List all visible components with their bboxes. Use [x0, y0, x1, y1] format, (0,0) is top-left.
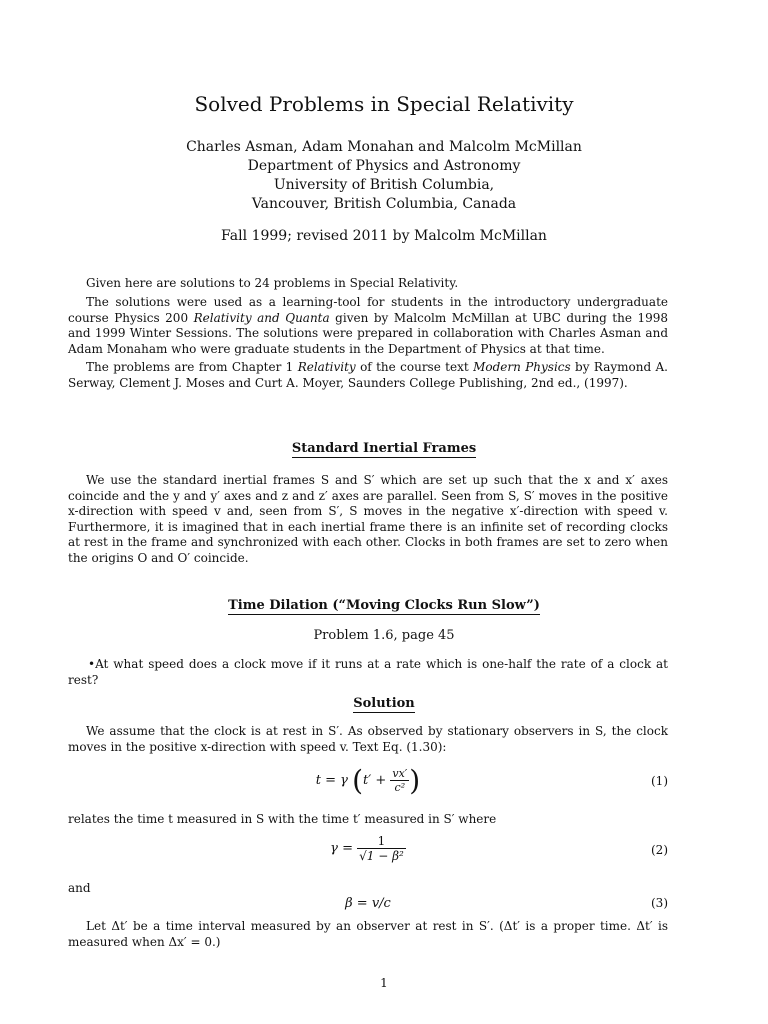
eq1-fraction: $\frac{vx'}{\text{c²}}$ — [392, 767, 408, 794]
section-heading-frames-text: Standard Inertial Frames — [291, 441, 477, 456]
intro-p3-text-c: by Raymond A. Serway, Clement J. Moses and Curt A. Moyer, Saunders College Publishing, 2nd ed., (1997). — [68, 360, 668, 390]
author-block — [0, 138, 768, 214]
eq1-lhs: t = γ — [315, 773, 348, 788]
affiliation-university: University of British Columbia, — [273, 177, 495, 193]
equation-3-number: (3) — [651, 896, 668, 910]
equation-3 — [68, 896, 668, 916]
section-heading-time-dilation — [0, 598, 768, 613]
intro-p3-text-b: of the course text — [355, 360, 474, 374]
eq1-term: t′ + — [363, 773, 387, 788]
intro-paragraph-2 — [68, 295, 668, 357]
solution-paragraph-4: Let Δt′ be a time interval measured by an observer at rest in S′. (Δt′ is a proper time. Δt′ is measured when Δx′ = 0.) — [68, 919, 668, 949]
solution-paragraph-3: and — [68, 881, 91, 895]
equation-2-number: (2) — [651, 843, 668, 857]
paper-title: Solved Problems in Special Relativity — [194, 92, 574, 116]
intro-paragraph-1: Given here are solutions to 24 problems in Special Relativity. — [86, 276, 459, 290]
equation-1-number: (1) — [651, 774, 668, 788]
course-title: Relativity and Quanta — [193, 310, 330, 325]
intro-paragraph-3 — [68, 360, 668, 391]
section-heading-time-dilation-text: Time Dilation (“Moving Clocks Run Slow”) — [228, 598, 540, 613]
equation-1: t = γ (t′ + $\frac{vx'}{\text{c²}}$ ) (1) — [315, 764, 668, 797]
page-number: 1 — [380, 976, 388, 990]
chapter-title: Relativity — [297, 360, 356, 374]
solution-paragraph-2: relates the time t measured in S with the time t′ measured in S′ where — [68, 812, 497, 826]
intro-p2-text-b: given by Malcolm McMillan at UBC during the 1998 and 1999 Winter Sessions. The solutions were prepared in collaboration with Charles Asman and Adam Monaham who were graduate students in the Department of Physics at that time. — [68, 310, 668, 356]
intro-p3-text-a: The problems are from Chapter 1 — [86, 360, 298, 374]
solution-heading-text: Solution — [353, 696, 415, 711]
problem-reference: Problem 1.6, page 45 — [313, 628, 455, 643]
frames-paragraph: We use the standard inertial frames S and S′ which are set up such that the x and x′ axes coincide and the y and y′ axes and z and z′ axes are parallel. Seen from S, S′ moves in the positive x-direction with speed v and, seen from S′, S moves in the negative x′-direction with speed v. Furthermore, it is imagined that in each inertial frame there is an infinite set of recording clocks at rest in the frame and synchronized with each other. Clocks in both frames are set to zero when the origins O and O′ coincide. — [68, 473, 668, 565]
intro-p2-text-a: The solutions were used as a learning-tool for students in the introductory undergraduate course Physics 200 — [68, 295, 668, 325]
book-title: Modern Physics — [473, 360, 571, 374]
problem-question: •At what speed does a clock move if it runs at a rate which is one-half the rate of a clock at rest? — [68, 657, 668, 687]
section-heading-frames — [0, 441, 768, 456]
authors: Charles Asman, Adam Monahan and Malcolm McMillan — [186, 139, 582, 155]
affiliation-department: Department of Physics and Astronomy — [247, 158, 521, 174]
eq2-fraction: $\frac{1}{\text{√1 − β²}}$ — [359, 834, 404, 863]
solution-paragraph-1: We assume that the clock is at rest in S′. As observed by stationary observers in S, the clock moves in the positive x-direction with speed v. Text Eq. (1.30): — [68, 724, 668, 754]
solution-heading — [0, 696, 768, 711]
eq2-lhs: γ = — [330, 841, 353, 856]
equation-2 — [68, 834, 668, 874]
paper-date: Fall 1999; revised 2011 by Malcolm McMillan — [221, 228, 547, 244]
affiliation-location: Vancouver, British Columbia, Canada — [251, 196, 517, 212]
eq3-expression: β = v/c — [345, 896, 391, 911]
